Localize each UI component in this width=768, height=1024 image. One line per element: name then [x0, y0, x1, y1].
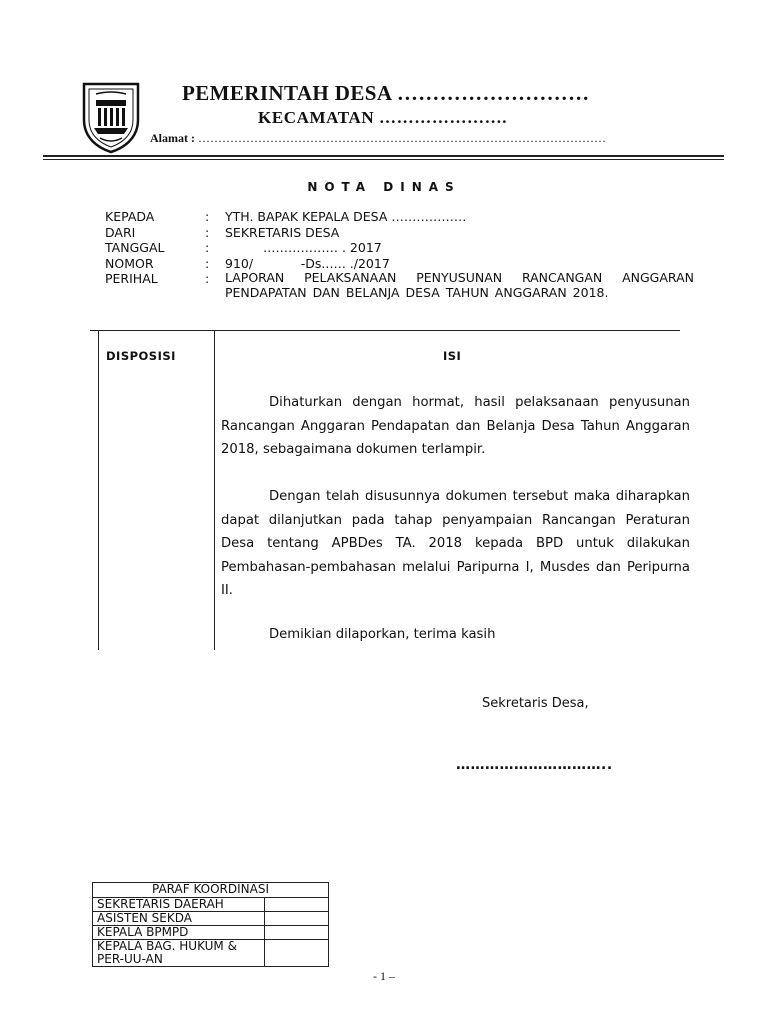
address-line [150, 131, 606, 146]
column-header-isi: ISI [443, 349, 462, 363]
meta-value: SEKRETARIS DESA [225, 225, 340, 240]
meta-label: PERIHAL [105, 271, 158, 286]
table-column-divider [214, 330, 215, 650]
meta-label: DARI [105, 225, 136, 240]
paraf-role: KEPALA BPMPD [93, 926, 265, 940]
meta-label: KEPADA [105, 209, 155, 224]
content-paragraph [221, 623, 690, 647]
table-left-border [98, 330, 99, 650]
paragraph-text: Demikian dilaporkan, terima kasih [269, 627, 496, 642]
paraf-signature-cell [265, 912, 329, 926]
content-paragraph [221, 485, 690, 603]
paraf-role: ASISTEN SEKDA [93, 912, 265, 926]
paraf-signature-cell [265, 940, 329, 967]
content-paragraph [221, 391, 690, 462]
meta-colon: : [205, 225, 210, 240]
perihal-value: LAPORAN PELAKSANAAN PENYUSUNAN RANCANGAN ANGGARAN PENDAPATAN DAN BELANJA DESA TAHUN ANGGARAN 2018. [225, 270, 694, 300]
table-top-border [90, 330, 680, 331]
kecamatan-title: KECAMATAN …………………. [258, 108, 508, 127]
header-rule-thin [43, 159, 724, 160]
paraf-role: SEKRETARIS DAERAH [93, 898, 265, 912]
meta-colon: : [205, 256, 210, 271]
meta-colon: : [205, 271, 210, 286]
paraf-role: KEPALA BAG. HUKUM & PER-UU-AN [93, 940, 265, 967]
table-row [93, 926, 329, 940]
header-rule-thick [43, 155, 724, 157]
column-header-disposisi: DISPOSISI [106, 349, 176, 363]
meta-value: 910/ -Ds..…. ./2017 [225, 256, 390, 271]
paraf-signature-cell [265, 926, 329, 940]
village-emblem-logo [80, 80, 142, 154]
meta-value: ……………… . 2017 [263, 240, 382, 255]
meta-colon: : [205, 240, 210, 255]
meta-label: NOMOR [105, 256, 154, 271]
paraf-header: PARAF KOORDINASI [93, 883, 329, 898]
paragraph-text: Dengan telah disusunnya dokumen tersebut maka diharapkan dapat dilanjutkan pada tahap penyampaian Rancangan Peraturan Desa tentang APBDes TA. 2018 kepada BPD untuk dilakukan Pembahasan-pembahasan melalui Paripurna I, Musdes dan Peripurna II. [221, 489, 690, 598]
address-label: Alamat : [150, 131, 195, 145]
address-value: ………………………………………………………………………………………… [198, 131, 606, 145]
document-title: NOTA DINAS [307, 180, 461, 194]
meta-colon: : [205, 209, 210, 224]
government-title: PEMERINTAH DESA ……………………… [182, 81, 590, 105]
paraf-signature-cell [265, 898, 329, 912]
signature-title: Sekretaris Desa, [482, 696, 589, 711]
meta-label: TANGGAL [105, 240, 165, 255]
table-row [93, 898, 329, 912]
page-number: - 1 – [373, 969, 395, 983]
table-row [93, 940, 329, 967]
paraf-koordinasi-table [92, 882, 329, 967]
meta-value: YTH. BAPAK KEPALA DESA ……………… [225, 209, 467, 224]
signature-name-placeholder: ………………………….. [456, 757, 613, 773]
paragraph-text: Dihaturkan dengan hormat, hasil pelaksanaan penyusunan Rancangan Anggaran Pendapatan dan Belanja Desa Tahun Anggaran 2018, sebagaimana dokumen terlampir. [221, 395, 690, 457]
table-row [93, 912, 329, 926]
